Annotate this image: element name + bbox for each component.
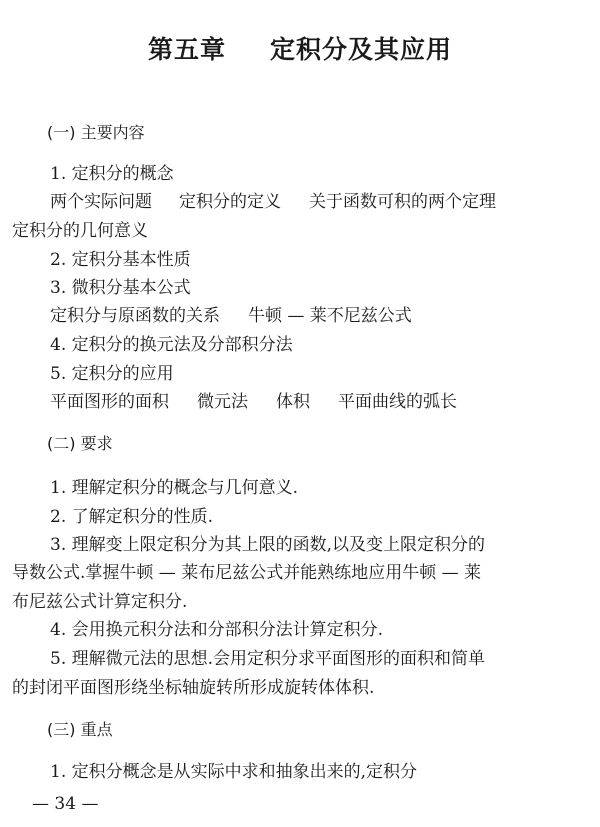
item-concept-label: 1. 定积分的概念 <box>50 164 174 184</box>
topic: 定积分的定义 <box>179 192 281 212</box>
section-heading-key-points: (三) 重点 <box>47 720 113 739</box>
key-point-line: 1. 定积分概念是从实际中求和抽象出来的,定积分 <box>50 762 418 782</box>
requirement-line: 的封闭平面图形绕坐标轴旋转所形成旋转体体积. <box>12 678 375 698</box>
topic: 定积分与原函数的关系 <box>50 306 220 326</box>
requirement-line: 5. 理解微元法的思想.会用定积分求平面图形的面积和简单 <box>50 649 486 669</box>
item-integration-methods-label: 4. 定积分的换元法及分部积分法 <box>50 335 293 355</box>
chapter-number: 第五章 <box>147 35 226 64</box>
page-number: — 34 — <box>32 794 99 814</box>
section-heading-main-content: (一) 主要内容 <box>47 123 145 142</box>
topic: 两个实际问题 <box>50 192 152 212</box>
requirement-line: 布尼兹公式计算定积分. <box>12 592 188 612</box>
requirement-line: 导数公式.掌握牛顿 — 莱布尼兹公式并能熟练地应用牛顿 — 莱 <box>12 563 482 583</box>
topic: 体积 <box>276 392 310 412</box>
item-concept-continuation: 定积分的几何意义 <box>12 221 148 241</box>
item-properties-label: 2. 定积分基本性质 <box>50 250 191 270</box>
requirement-line: 4. 会用换元积分法和分部积分法计算定积分. <box>50 620 384 640</box>
item-concept-topics <box>50 190 496 214</box>
item-applications-topics <box>50 390 457 414</box>
chapter-name: 定积分及其应用 <box>270 35 453 64</box>
chapter-title <box>0 30 600 66</box>
requirement-line: 3. 理解变上限定积分为其上限的函数,以及变上限定积分的 <box>50 535 486 555</box>
item-fundamental-formula-topics <box>50 304 412 328</box>
topic: 牛顿 — 莱不尼兹公式 <box>248 306 412 326</box>
topic: 平面曲线的弧长 <box>338 392 457 412</box>
item-applications-label: 5. 定积分的应用 <box>50 364 174 384</box>
topic: 关于函数可积的两个定理 <box>309 192 496 212</box>
section-heading-requirements: (二) 要求 <box>47 434 113 453</box>
topic: 平面图形的面积 <box>50 392 169 412</box>
item-fundamental-formula-label: 3. 微积分基本公式 <box>50 278 191 298</box>
topic: 微元法 <box>197 392 248 412</box>
requirement-line: 1. 理解定积分的概念与几何意义. <box>50 478 299 498</box>
requirement-line: 2. 了解定积分的性质. <box>50 507 214 527</box>
